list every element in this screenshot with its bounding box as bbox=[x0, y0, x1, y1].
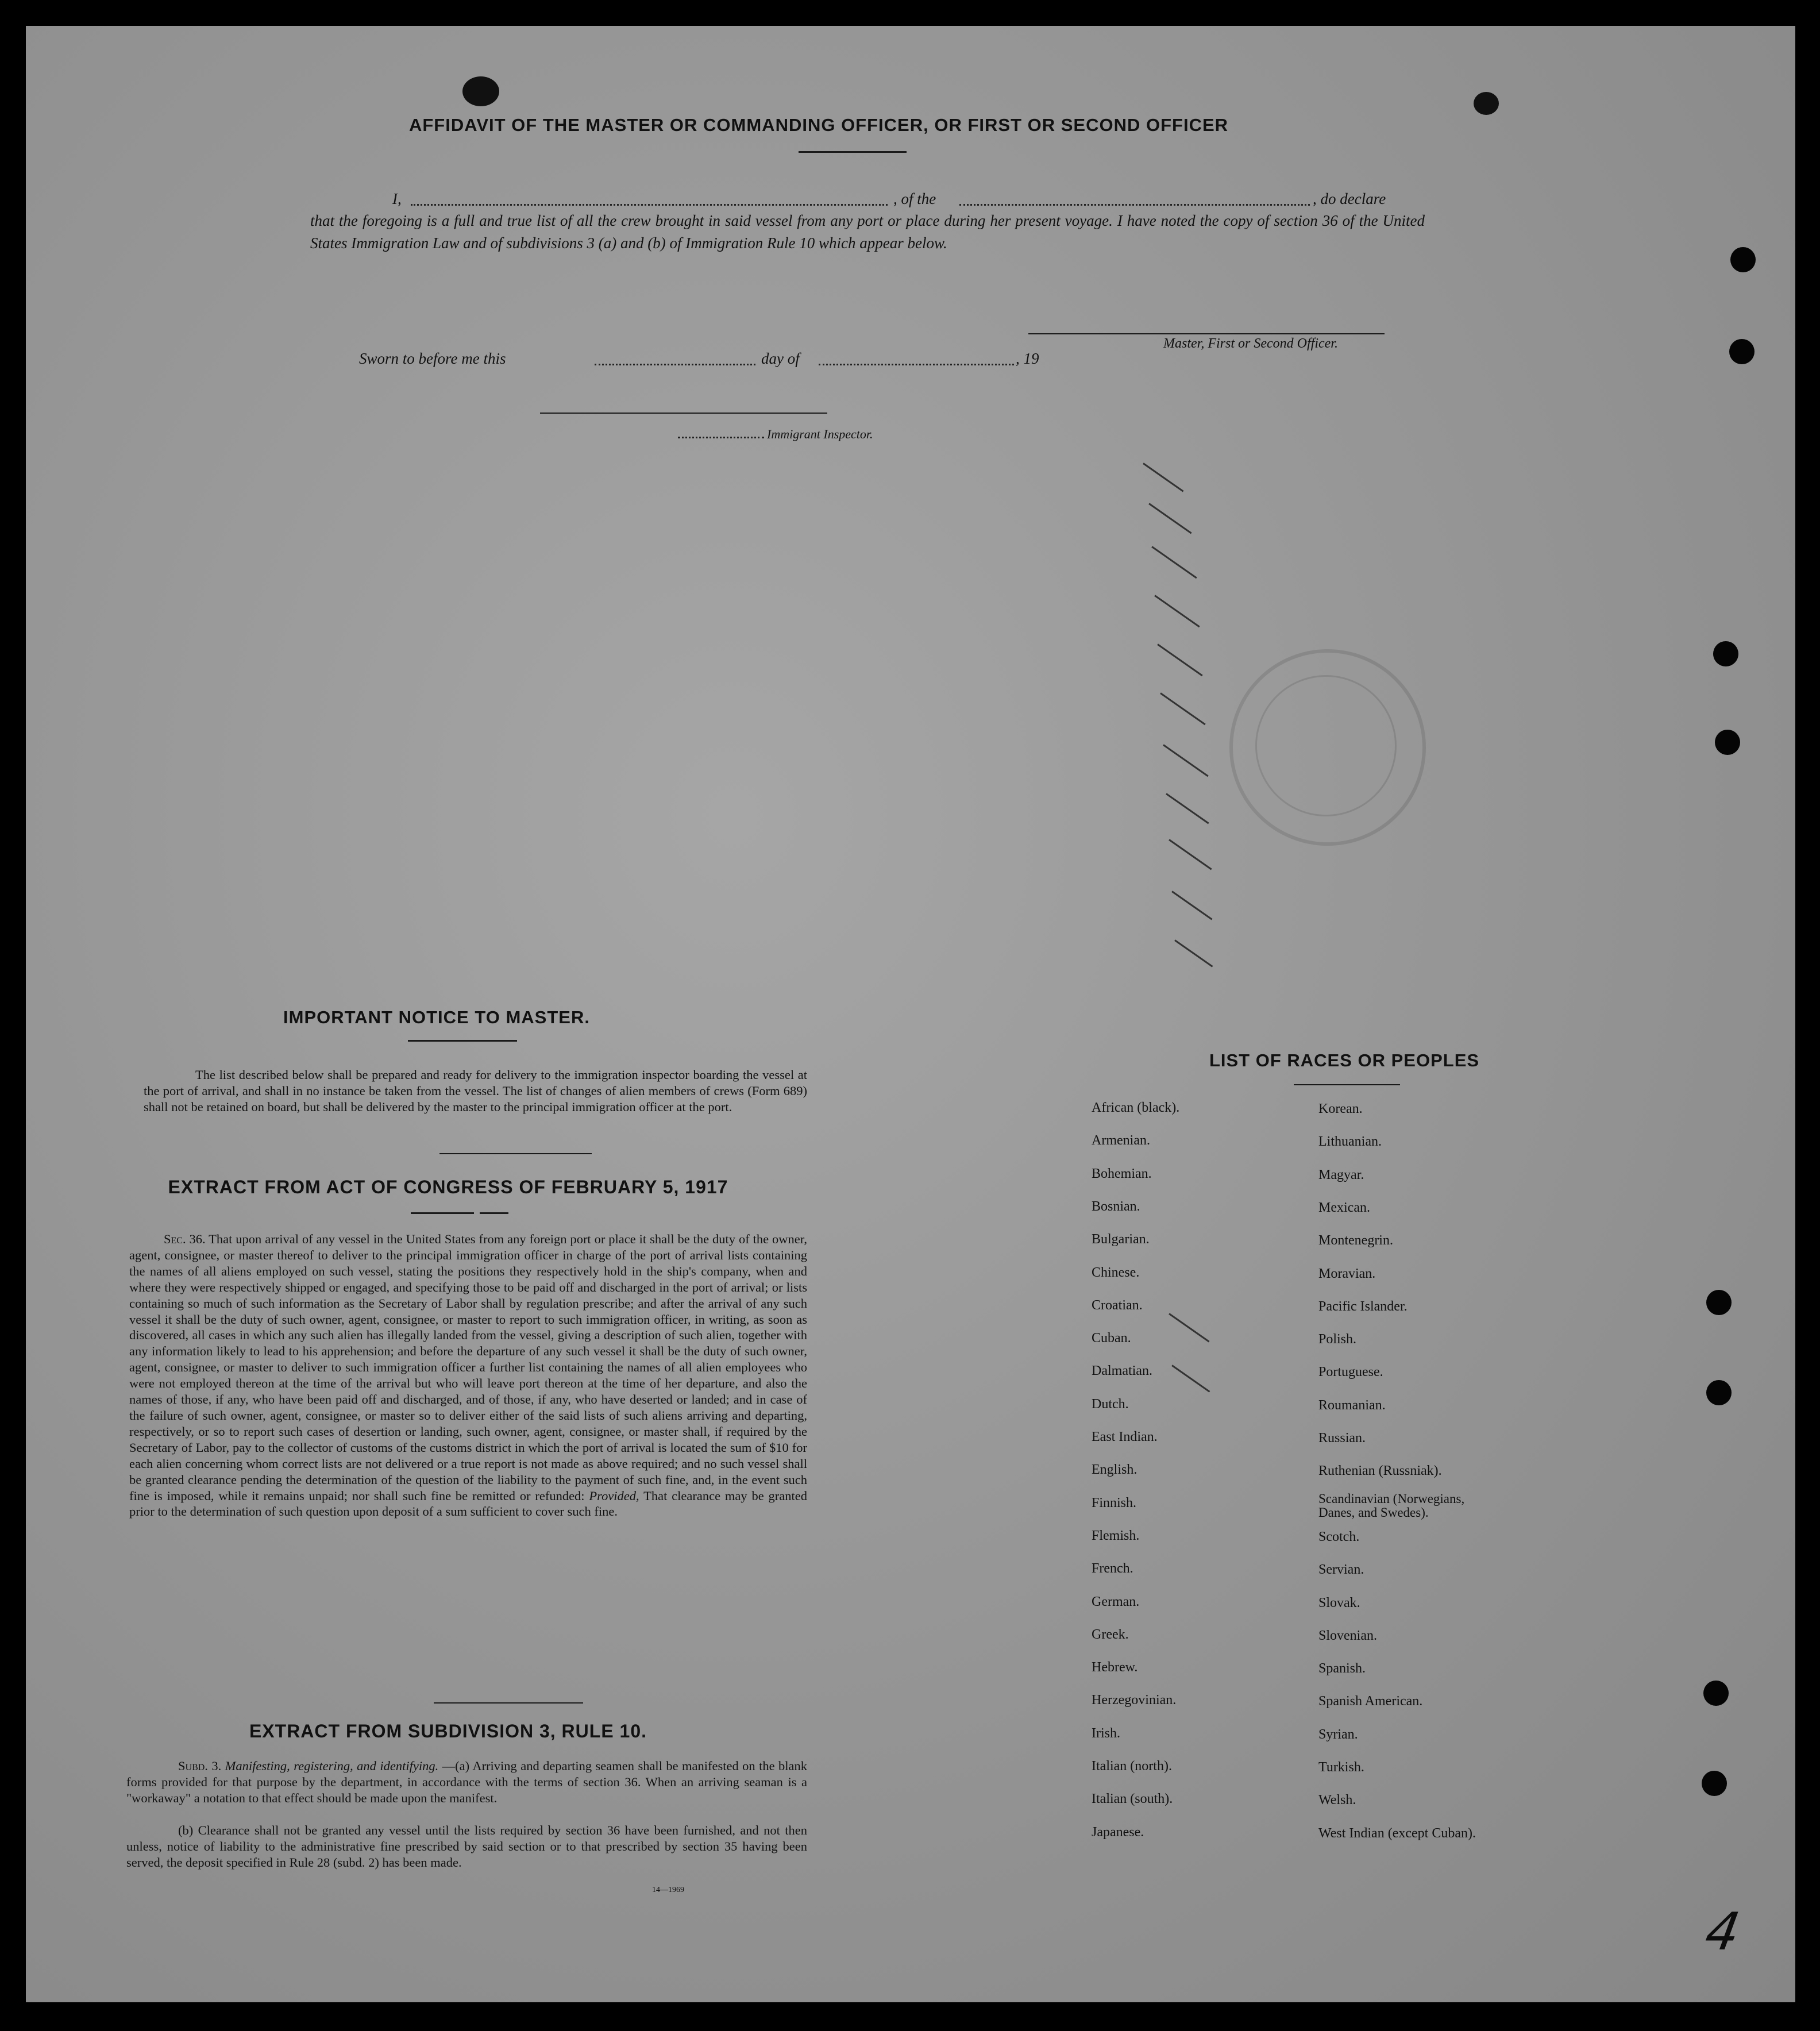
pencil-mark bbox=[1174, 939, 1213, 967]
race-item: Scotch. bbox=[1318, 1529, 1360, 1544]
race-item: Roumanian. bbox=[1318, 1397, 1386, 1413]
binder-hole bbox=[1706, 1380, 1732, 1405]
pencil-mark bbox=[1151, 546, 1197, 579]
race-item: Turkish. bbox=[1318, 1760, 1364, 1775]
race-item: Italian (north). bbox=[1092, 1759, 1172, 1774]
race-item: Portuguese. bbox=[1318, 1365, 1383, 1380]
pencil-mark bbox=[1169, 1313, 1209, 1342]
race-item: Armenian. bbox=[1092, 1133, 1150, 1149]
title-underline bbox=[799, 151, 907, 153]
ink-blot bbox=[462, 76, 499, 106]
notice-body: The list described below shall be prepared and ready for delivery to the immigration inspector boarding the vessel at the port of arrival, and shall in no instance be taken from the vessel. The list of changes of alien members of crews (Form 689) shall not be retained on board, but shall be delivered by the master to the principal immigration officer at the port. bbox=[144, 1067, 807, 1114]
race-item: Slovak. bbox=[1318, 1595, 1360, 1610]
race-item: Japanese. bbox=[1092, 1824, 1144, 1840]
signature-line[interactable] bbox=[1028, 333, 1385, 334]
inspector-name-field[interactable] bbox=[678, 437, 764, 438]
sworn-date-field[interactable] bbox=[595, 364, 755, 365]
race-item: Mexican. bbox=[1318, 1200, 1370, 1215]
race-item: Chinese. bbox=[1092, 1265, 1140, 1280]
notice-title: IMPORTANT NOTICE TO MASTER. bbox=[283, 1007, 590, 1027]
sworn-line bbox=[359, 348, 1106, 370]
ink-blot bbox=[1474, 92, 1499, 115]
race-item: Ruthenian (Russniak). bbox=[1318, 1463, 1442, 1479]
sworn-day-label: day of bbox=[761, 350, 800, 367]
race-item: Syrian. bbox=[1318, 1726, 1358, 1742]
race-item: Flemish. bbox=[1092, 1528, 1140, 1543]
act-title: EXTRACT FROM ACT OF CONGRESS OF FEBRUARY 5, 1917 bbox=[168, 1177, 728, 1197]
binder-hole bbox=[1729, 339, 1755, 364]
pencil-mark bbox=[1169, 839, 1212, 870]
race-item: Herzegovinian. bbox=[1092, 1693, 1177, 1708]
affidavit-of-the-label: , of the bbox=[893, 190, 936, 207]
race-item: Greek. bbox=[1092, 1627, 1129, 1642]
race-item: Slovenian. bbox=[1318, 1628, 1377, 1643]
race-item: German. bbox=[1092, 1594, 1140, 1609]
rule-subd-heading: Manifesting, registering, and identifying. bbox=[225, 1759, 439, 1773]
race-item: Dalmatian. bbox=[1092, 1363, 1152, 1379]
race-item: Dutch. bbox=[1092, 1396, 1129, 1412]
race-item: Russian. bbox=[1318, 1431, 1366, 1446]
sworn-month-field[interactable] bbox=[819, 364, 1014, 365]
race-item: Hebrew. bbox=[1092, 1660, 1138, 1675]
binder-hole bbox=[1706, 1290, 1732, 1315]
act-provided-text: That clearance may be granted prior to the determination of such question upon deposit of a sum sufficient to cover such fine. bbox=[129, 1488, 808, 1519]
binder-hole bbox=[1730, 247, 1756, 272]
sworn-prefix: Sworn to before me this bbox=[359, 350, 506, 367]
race-item: Korean. bbox=[1318, 1101, 1363, 1116]
document-page bbox=[26, 26, 1795, 2002]
sworn-year-label: , 19 bbox=[1016, 350, 1039, 367]
race-item: African (black). bbox=[1092, 1100, 1180, 1115]
race-item: Italian (south). bbox=[1092, 1791, 1173, 1807]
race-item: Bulgarian. bbox=[1092, 1232, 1150, 1247]
vessel-blank-field[interactable] bbox=[959, 204, 1310, 206]
act-provided-label: Provided, bbox=[589, 1488, 639, 1503]
race-item: Cuban. bbox=[1092, 1331, 1131, 1346]
race-item: Moravian. bbox=[1318, 1266, 1376, 1281]
section-divider bbox=[439, 1153, 592, 1154]
rule-subd-label: Subd. 3. bbox=[178, 1759, 222, 1773]
signature-caption: Master, First or Second Officer. bbox=[1163, 336, 1338, 351]
race-item: East Indian. bbox=[1092, 1429, 1158, 1444]
section-divider bbox=[434, 1702, 583, 1704]
pencil-mark bbox=[1171, 1365, 1210, 1392]
binder-hole bbox=[1715, 730, 1740, 755]
act-body: That upon arrival of any vessel in the United States from any foreign port or place it shall be the duty of the owner, agent, consignee, or master thereof to deliver to the principal immigration officer in charge of the port of arrival lists containing the names of all aliens employed on such vessel, stating the positions they respectively hold in the ship's company, when and where they were respectively shipped or engaged, and specifying those to be paid off and discharged in the port of arrival; or lists containing so much of such information as the Secretary of Labor shall by regulation prescribe; and after the arrival of any such vessel it shall be the duty of such owner, agent, consignee, or master to report to such immigration officer, in writing, as soon as discovered, all cases in which any such alien has illegally landed from the vessel, giving a description of such alien, together with any information likely to lead to his apprehension; and before the departure of any such vessel it shall be the duty of such owner, agent, consignee, or master to deliver to such immigration officer a further list containing the names of all alien employees who were not employed thereon at the time of the arrival but who will leave port thereon at the time of her departure, and also the names of those, if any, who have been paid off and discharged, and of those, if any, who have deserted or landed; and in case of the failure of such owner, agent, consignee, or master so to deliver either of the said lists of such aliens arriving and departing, respectively, or so to report such cases of desertion or landing, such owner, agent, consignee, or master shall, if required by the Secretary of Labor, pay to the collector of customs of the customs district in which the port of arrival is located the sum of $10 for each alien concerning whom correct lists are not delivered or a true report is not made as above required; and no such vessel shall be granted clearance pending the determination of the question of the liability to the payment of such fine, and, in the event such fine is imposed, while it remains unpaid; nor shall such fine be remitted or refunded: bbox=[129, 1232, 807, 1503]
races-underline bbox=[1294, 1084, 1400, 1085]
pencil-mark bbox=[1166, 793, 1209, 824]
race-item: Bohemian. bbox=[1092, 1166, 1152, 1181]
race-item: Finnish. bbox=[1092, 1495, 1137, 1510]
race-item: Montenegrin. bbox=[1318, 1233, 1393, 1248]
inspector-signature-line[interactable] bbox=[540, 413, 827, 414]
race-item: French. bbox=[1092, 1561, 1133, 1577]
race-item: Spanish American. bbox=[1318, 1694, 1423, 1709]
act-section-36 bbox=[129, 1231, 807, 1520]
race-item: Irish. bbox=[1092, 1725, 1120, 1741]
pencil-mark bbox=[1148, 503, 1192, 534]
affidavit-i-label: I, bbox=[392, 190, 402, 207]
affidavit-declare-label: , do declare bbox=[1313, 190, 1386, 207]
race-item: Pacific Islander. bbox=[1318, 1298, 1408, 1314]
race-item: West Indian (except Cuban). bbox=[1318, 1825, 1476, 1841]
name-blank-field[interactable] bbox=[411, 204, 888, 206]
pencil-mark bbox=[1143, 463, 1183, 492]
affidavit-title: AFFIDAVIT OF THE MASTER OR COMMANDING OFFICER, OR FIRST OR SECOND OFFICER bbox=[408, 115, 1229, 135]
binder-hole bbox=[1702, 1771, 1727, 1796]
pencil-mark bbox=[1171, 891, 1212, 920]
race-item: Croatian. bbox=[1092, 1297, 1143, 1313]
rule-title: EXTRACT FROM SUBDIVISION 3, RULE 10. bbox=[249, 1721, 647, 1741]
form-number: 14—1969 bbox=[652, 1886, 684, 1894]
pencil-mark bbox=[1157, 643, 1203, 676]
race-item: Scandinavian (Norwegians, Danes, and Swedes). bbox=[1318, 1491, 1465, 1520]
race-item: Servian. bbox=[1318, 1562, 1364, 1578]
rule-para-a-text: —(a) Arriving and departing seamen shall be manifested on the blank forms provided for that purpose by the department, in accordance with the terms of section 36. When an arriving seaman is a "workaway" a notation to that effect should be made upon the manifest. bbox=[126, 1759, 808, 1805]
binder-hole bbox=[1713, 641, 1738, 666]
pencil-mark bbox=[1160, 692, 1206, 725]
pencil-mark bbox=[1154, 595, 1200, 627]
race-item: Spanish. bbox=[1318, 1661, 1366, 1677]
races-title: LIST OF RACES OR PEOPLES bbox=[1209, 1050, 1480, 1070]
handwritten-page-mark: 4 bbox=[1695, 1902, 1750, 1962]
race-item: Welsh. bbox=[1318, 1793, 1356, 1808]
affidavit-body: that the foregoing is a full and true list of all the crew brought in said vessel from any port or place during her present voyage. I have noted the copy of section 36 of the United States Immigration Law and of subdivisions 3 (a) and (b) of Immigration Rule 10 which appear below. bbox=[310, 212, 1425, 252]
act-underline-left bbox=[411, 1212, 474, 1214]
race-item: Magyar. bbox=[1318, 1167, 1364, 1182]
pencil-mark bbox=[1163, 744, 1209, 777]
rule-para-b: (b) Clearance shall not be granted any vessel until the lists required by section 36 have been furnished, and not then unless, notice of liability to the administrative fine prescribed by said section or to that prescribed by section 35 having been served, the deposit specified in Rule 28 (subd. 2) has been made. bbox=[126, 1823, 807, 1870]
race-item: English. bbox=[1092, 1462, 1138, 1478]
race-item: Bosnian. bbox=[1092, 1198, 1140, 1214]
faint-seal-inner bbox=[1255, 675, 1397, 816]
race-item: Lithuanian. bbox=[1318, 1134, 1382, 1150]
race-item: Polish. bbox=[1318, 1332, 1357, 1347]
notice-underline bbox=[408, 1040, 517, 1042]
inspector-caption: Immigrant Inspector. bbox=[767, 427, 873, 441]
binder-hole bbox=[1703, 1681, 1729, 1706]
act-sec-label: Sec. 36. bbox=[164, 1232, 206, 1246]
rule-para-a bbox=[126, 1758, 807, 1806]
act-underline-right bbox=[480, 1212, 508, 1214]
